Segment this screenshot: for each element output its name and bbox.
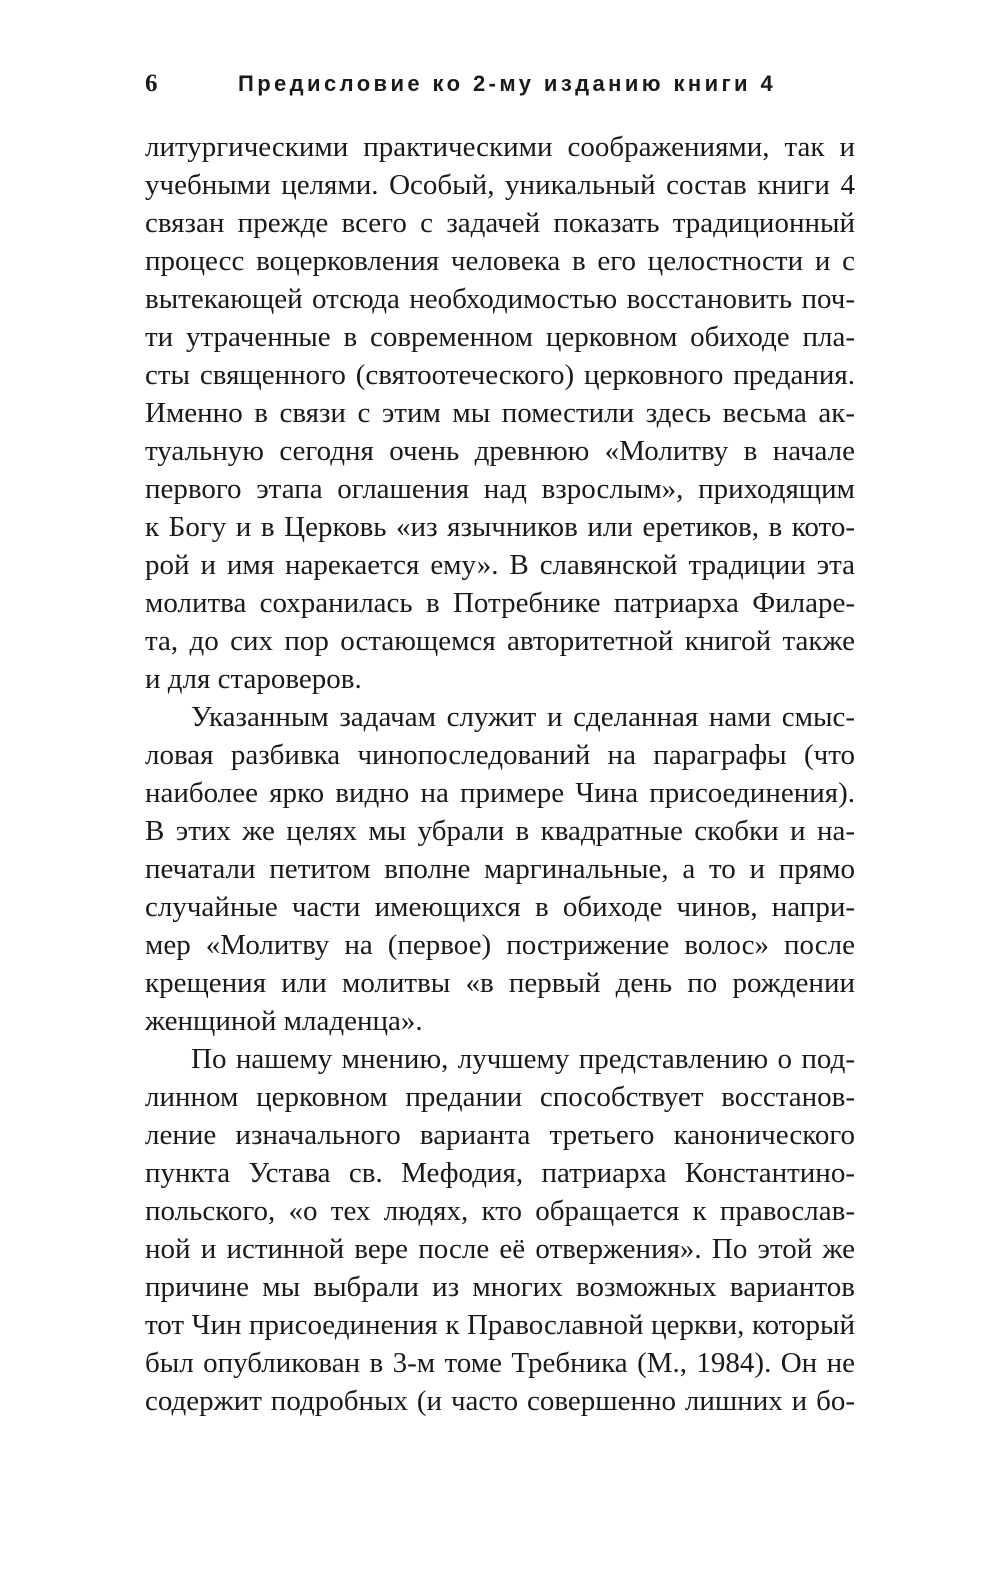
text-line: та, до сих пор остающемся авторитетной книгой также xyxy=(145,625,855,657)
page-number: 6 xyxy=(145,70,158,97)
text-line: Именно в связи с этим мы поместили здесь весьма ак- xyxy=(145,397,855,429)
text-line: ление изначального варианта третьего канонического xyxy=(145,1119,855,1151)
text-line: Указанным задачам служит и сделанная нами смыс- xyxy=(191,701,855,733)
text-line: причине мы выбрали из многих возможных вариантов xyxy=(145,1271,855,1303)
text-line: вытекающей отсюда необходимостью восстановить поч- xyxy=(145,283,855,315)
text-line: случайные части имеющихся в обиходе чинов, напри- xyxy=(145,891,855,923)
text-line: был опубликован в 3-м томе Требника (М., 1984). Он не xyxy=(145,1347,855,1379)
paragraph-2 xyxy=(145,698,855,1040)
text-line: тот Чин присоединения к Православной церкви, который xyxy=(145,1309,855,1341)
text-line: наиболее ярко видно на примере Чина присоединения). xyxy=(145,777,855,809)
text-line: пункта Устава св. Мефодия, патриарха Константино- xyxy=(145,1157,855,1189)
text-line: мер «Молитву на (первое) пострижение волос» после xyxy=(145,929,855,961)
paragraph-3 xyxy=(145,1040,855,1420)
text-line: сты священного (святоотеческого) церковного предания. xyxy=(145,359,855,391)
text-line: крещения или молитвы «в первый день по рождении xyxy=(145,967,855,999)
running-head xyxy=(145,66,855,102)
text-line: По нашему мнению, лучшему представлению о под- xyxy=(191,1043,855,1075)
text-line: польского, «о тех людях, кто обращается к православ- xyxy=(145,1195,855,1227)
text-line: первого этапа оглашения над взрослым», приходящим xyxy=(145,473,855,505)
text-line: ловая разбивка чинопоследований на параграфы (что xyxy=(145,739,855,771)
text-line: туальную сегодня очень древнюю «Молитву в начале xyxy=(145,435,855,467)
running-head-title: Предисловие ко 2-му изданию книги 4 xyxy=(238,71,777,96)
text-line: к Богу и в Церковь «из язычников или еретиков, в кото- xyxy=(145,511,855,543)
text-line: ной и истинной вере после её отвержения». По этой же xyxy=(145,1233,855,1265)
paragraph-1 xyxy=(145,128,855,698)
text-line: учебными целями. Особый, уникальный состав книги 4 xyxy=(145,169,855,201)
text-line: женщиной младенца». xyxy=(145,1005,423,1037)
text-line: линном церковном предании способствует восстанов- xyxy=(145,1081,855,1113)
text-line: молитва сохранилась в Потребнике патриарха Филаре- xyxy=(145,587,855,619)
text-line: процесс воцерковления человека в его целостности и с xyxy=(145,245,855,277)
text-line: литургическими практическими соображениями, так и xyxy=(145,131,855,163)
text-line: рой и имя нарекается ему». В славянской традиции эта xyxy=(145,549,855,581)
text-line: содержит подробных (и часто совершенно лишних и бо- xyxy=(145,1385,855,1417)
body-text xyxy=(145,128,855,1420)
text-line: связан прежде всего с задачей показать традиционный xyxy=(145,207,855,239)
text-line: ти утраченные в современном церковном обиходе пла- xyxy=(145,321,855,353)
text-line: печатали петитом вполне маргинальные, а то и прямо xyxy=(145,853,855,885)
text-line: и для староверов. xyxy=(145,663,362,695)
text-line: В этих же целях мы убрали в квадратные скобки и на- xyxy=(145,815,855,847)
